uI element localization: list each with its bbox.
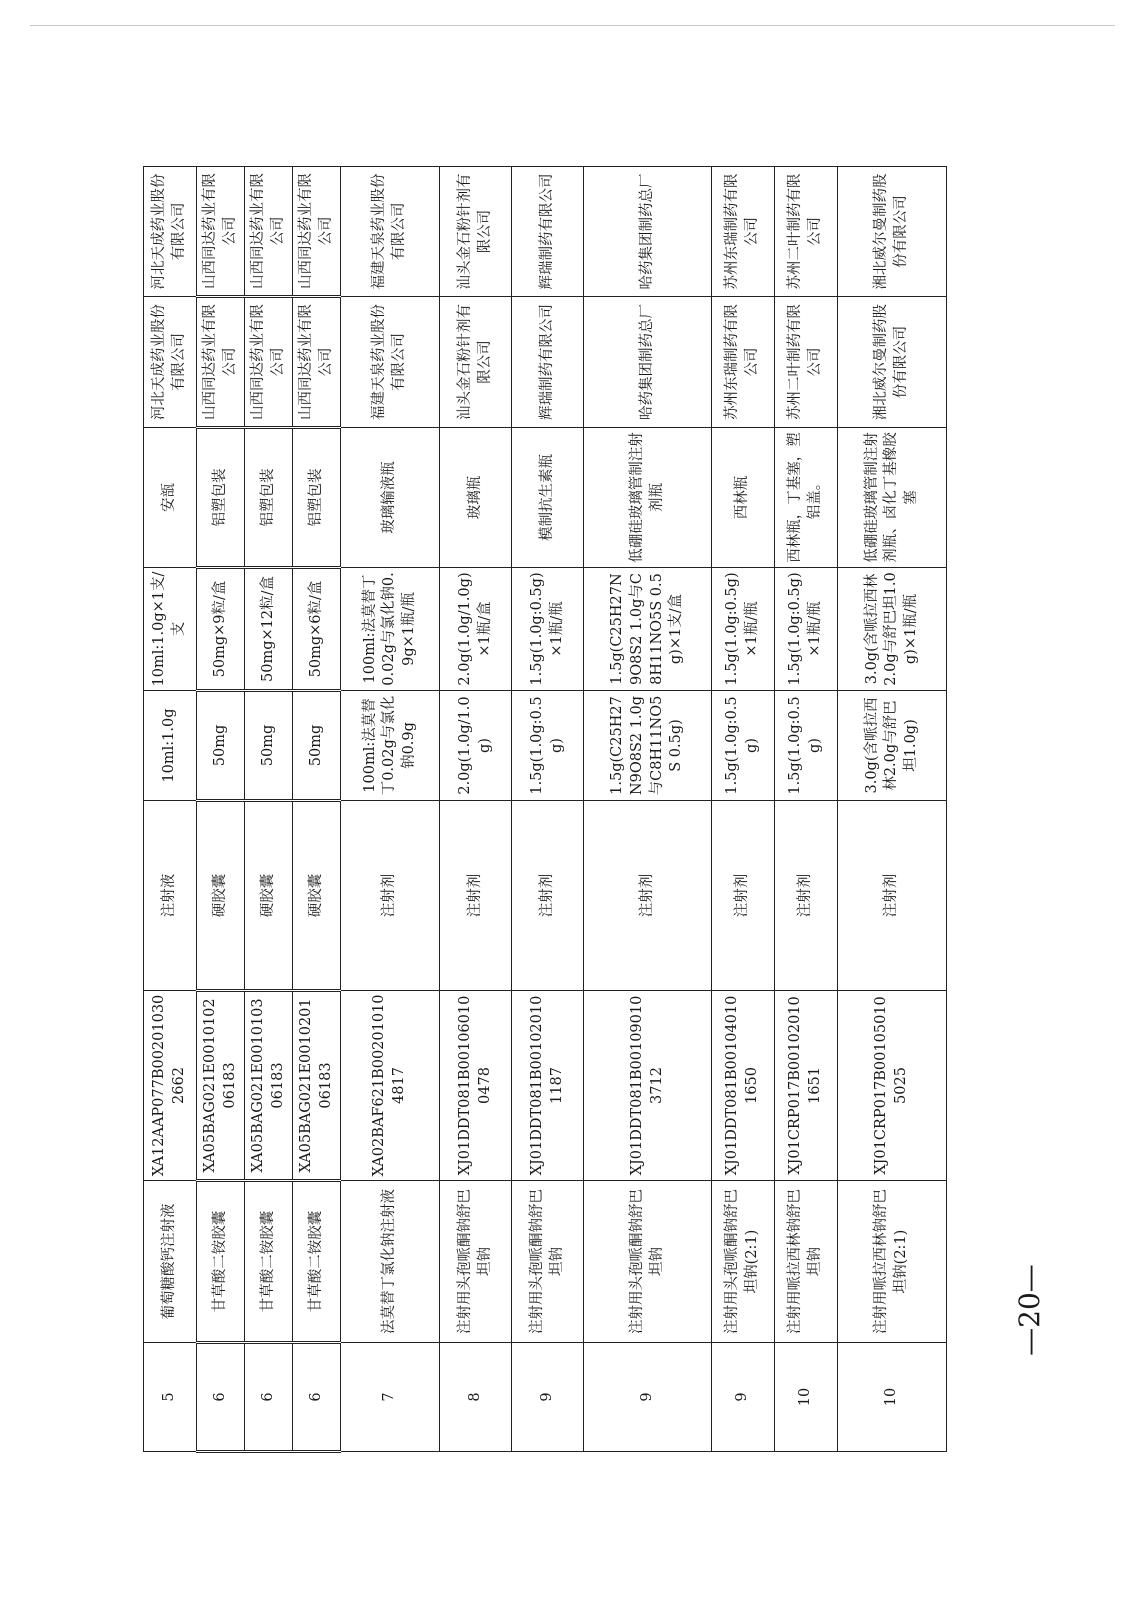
cell-manufacturer: 苏州东瑞制药有限公司 <box>712 297 775 428</box>
cell-dosage-form: 注射液 <box>144 801 197 991</box>
cell-package-material: 低硼硅玻璃管制注射剂瓶、卤化丁基橡胶塞 <box>838 428 947 568</box>
cell-package-material: 铝塑包装 <box>293 428 341 568</box>
cell-drug-code: XA12AAP077B002010302662 <box>144 991 197 1181</box>
cell-specification: 1.5g(1.0g:0.5g) <box>775 691 838 801</box>
cell-package-spec: 1.5g(1.0g:0.5g)×1瓶/瓶 <box>512 568 584 691</box>
cell-license-holder: 湘北威尔曼制药股份有限公司 <box>838 167 947 297</box>
cell-package-material: 西林瓶，丁基塞，塑铝盖。 <box>775 428 838 568</box>
cell-license-holder: 哈药集团制药总厂 <box>584 167 712 297</box>
cell-drug-code: XA05BAG021E001020106183 <box>293 991 341 1181</box>
cell-drug-code: XJ01CRP017B001020101651 <box>775 991 838 1181</box>
cell-dosage-form: 注射剂 <box>775 801 838 991</box>
table-row <box>197 167 245 1452</box>
table-row <box>341 167 440 1452</box>
page-top-rule <box>30 25 1115 26</box>
cell-specification: 1.5g(1.0g:0.5g) <box>512 691 584 801</box>
cell-seq: 9 <box>712 1343 775 1452</box>
cell-license-holder: 山西同达药业有限公司 <box>245 167 293 297</box>
cell-seq: 10 <box>838 1343 947 1452</box>
page-number: —20— <box>1013 1264 1046 1356</box>
cell-specification: 1.5g(1.0g:0.5g) <box>712 691 775 801</box>
table-row <box>245 167 293 1452</box>
cell-seq: 9 <box>512 1343 584 1452</box>
cell-specification: 1.5g(C25H27N9O8S2 1.0g与C8H11NO5S 0.5g) <box>584 691 712 801</box>
cell-package-spec: 1.5g(C25H27N9O8S2 1.0g与C8H11NO5S 0.5g)×1支/盒 <box>584 568 712 691</box>
cell-package-spec: 100ml:法莫替丁0.02g与氯化钠0.9g×1瓶/瓶 <box>341 568 440 691</box>
cell-manufacturer: 汕头金石粉针剂有限公司 <box>440 297 512 428</box>
cell-seq: 6 <box>197 1343 245 1452</box>
cell-package-material: 玻璃输液瓶 <box>341 428 440 568</box>
cell-manufacturer: 辉瑞制药有限公司 <box>512 297 584 428</box>
cell-package-material: 低硼硅玻璃管制注射剂瓶 <box>584 428 712 568</box>
cell-drug-name: 法莫替丁氯化钠注射液 <box>341 1181 440 1343</box>
cell-specification: 2.0g(1.0g/1.0g) <box>440 691 512 801</box>
cell-specification: 50mg <box>293 691 341 801</box>
cell-seq: 9 <box>584 1343 712 1452</box>
cell-drug-name: 注射用哌拉西林钠舒巴坦钠(2:1) <box>838 1181 947 1343</box>
cell-drug-name: 注射用哌拉西林钠舒巴坦钠 <box>775 1181 838 1343</box>
cell-package-material: 铝塑包装 <box>245 428 293 568</box>
cell-manufacturer: 山西同达药业有限公司 <box>293 297 341 428</box>
cell-package-material: 玻璃瓶 <box>440 428 512 568</box>
cell-seq: 7 <box>341 1343 440 1452</box>
cell-license-holder: 苏州二叶制药有限公司 <box>775 167 838 297</box>
cell-dosage-form: 硬胶囊 <box>197 801 245 991</box>
cell-package-spec: 10ml:1.0g×1支/支 <box>144 568 197 691</box>
cell-dosage-form: 注射剂 <box>584 801 712 991</box>
table-row <box>712 167 775 1452</box>
cell-specification: 100ml:法莫替丁0.02g与氯化钠0.9g <box>341 691 440 801</box>
table-row <box>838 167 947 1452</box>
cell-manufacturer: 山西同达药业有限公司 <box>197 297 245 428</box>
cell-package-spec: 2.0g(1.0g/1.0g)×1瓶/盒 <box>440 568 512 691</box>
drug-catalog-table <box>143 166 947 1453</box>
cell-drug-name: 注射用头孢哌酮钠舒巴坦钠 <box>440 1181 512 1343</box>
cell-manufacturer: 山西同达药业有限公司 <box>245 297 293 428</box>
table-row <box>512 167 584 1452</box>
cell-specification: 10ml:1.0g <box>144 691 197 801</box>
cell-dosage-form: 硬胶囊 <box>245 801 293 991</box>
cell-package-spec: 3.0g(含哌拉西林2.0g与舒巴坦1.0g)×1瓶/瓶 <box>838 568 947 691</box>
cell-package-spec: 50mg×9粒/盒 <box>197 568 245 691</box>
cell-drug-code: XA02BAF621B002010104817 <box>341 991 440 1181</box>
cell-license-holder: 山西同达药业有限公司 <box>197 167 245 297</box>
cell-drug-name: 注射用头孢哌酮钠舒巴坦钠(2:1) <box>712 1181 775 1343</box>
cell-seq: 6 <box>245 1343 293 1452</box>
cell-package-spec: 50mg×12粒/盒 <box>245 568 293 691</box>
cell-dosage-form: 注射剂 <box>512 801 584 991</box>
cell-manufacturer: 河北天成药业股份有限公司 <box>144 297 197 428</box>
cell-package-material: 铝塑包装 <box>197 428 245 568</box>
table-row <box>775 167 838 1452</box>
cell-drug-code: XJ01CRP017B001050105025 <box>838 991 947 1181</box>
cell-dosage-form: 注射剂 <box>440 801 512 991</box>
cell-drug-name: 甘草酸二铵胶囊 <box>197 1181 245 1343</box>
cell-seq: 5 <box>144 1343 197 1452</box>
cell-package-material: 西林瓶 <box>712 428 775 568</box>
cell-license-holder: 汕头金石粉针剂有限公司 <box>440 167 512 297</box>
cell-seq: 10 <box>775 1343 838 1452</box>
cell-license-holder: 山西同达药业有限公司 <box>293 167 341 297</box>
cell-manufacturer: 苏州二叶制药有限公司 <box>775 297 838 428</box>
cell-drug-name: 注射用头孢哌酮钠舒巴坦钠 <box>584 1181 712 1343</box>
cell-drug-name: 葡萄糖酸钙注射液 <box>144 1181 197 1343</box>
cell-specification: 50mg <box>245 691 293 801</box>
cell-license-holder: 苏州东瑞制药有限公司 <box>712 167 775 297</box>
cell-specification: 3.0g(含哌拉西林2.0g与舒巴坦1.0g) <box>838 691 947 801</box>
cell-package-material: 安瓿 <box>144 428 197 568</box>
cell-package-spec: 1.5g(1.0g:0.5g)×1瓶/瓶 <box>775 568 838 691</box>
cell-dosage-form: 注射剂 <box>838 801 947 991</box>
cell-drug-code: XJ01DDT081B001060100478 <box>440 991 512 1181</box>
cell-package-spec: 1.5g(1.0g:0.5g)×1瓶/瓶 <box>712 568 775 691</box>
cell-package-spec: 50mg×6粒/盒 <box>293 568 341 691</box>
cell-seq: 8 <box>440 1343 512 1452</box>
cell-drug-name: 注射用头孢哌酮钠舒巴坦钠 <box>512 1181 584 1343</box>
cell-manufacturer: 湘北威尔曼制药股份有限公司 <box>838 297 947 428</box>
cell-license-holder: 福建天泉药业股份有限公司 <box>341 167 440 297</box>
cell-dosage-form: 注射剂 <box>341 801 440 991</box>
table-row <box>440 167 512 1452</box>
cell-drug-code: XJ01DDT081B001090103712 <box>584 991 712 1181</box>
cell-drug-code: XA05BAG021E001010206183 <box>197 991 245 1181</box>
cell-dosage-form: 注射剂 <box>712 801 775 991</box>
cell-drug-name: 甘草酸二铵胶囊 <box>293 1181 341 1343</box>
table-row <box>293 167 341 1452</box>
cell-license-holder: 河北天成药业股份有限公司 <box>144 167 197 297</box>
cell-drug-code: XJ01DDT081B001040101650 <box>712 991 775 1181</box>
cell-package-material: 模制抗生素瓶 <box>512 428 584 568</box>
table-row <box>584 167 712 1452</box>
cell-seq: 6 <box>293 1343 341 1452</box>
cell-manufacturer: 福建天泉药业股份有限公司 <box>341 297 440 428</box>
rotated-table-wrapper <box>143 168 946 1453</box>
cell-drug-code: XJ01DDT081B001020101187 <box>512 991 584 1181</box>
table-row <box>144 167 197 1452</box>
cell-specification: 50mg <box>197 691 245 801</box>
cell-drug-name: 甘草酸二铵胶囊 <box>245 1181 293 1343</box>
cell-dosage-form: 硬胶囊 <box>293 801 341 991</box>
cell-license-holder: 辉瑞制药有限公司 <box>512 167 584 297</box>
cell-drug-code: XA05BAG021E001010306183 <box>245 991 293 1181</box>
cell-manufacturer: 哈药集团制药总厂 <box>584 297 712 428</box>
